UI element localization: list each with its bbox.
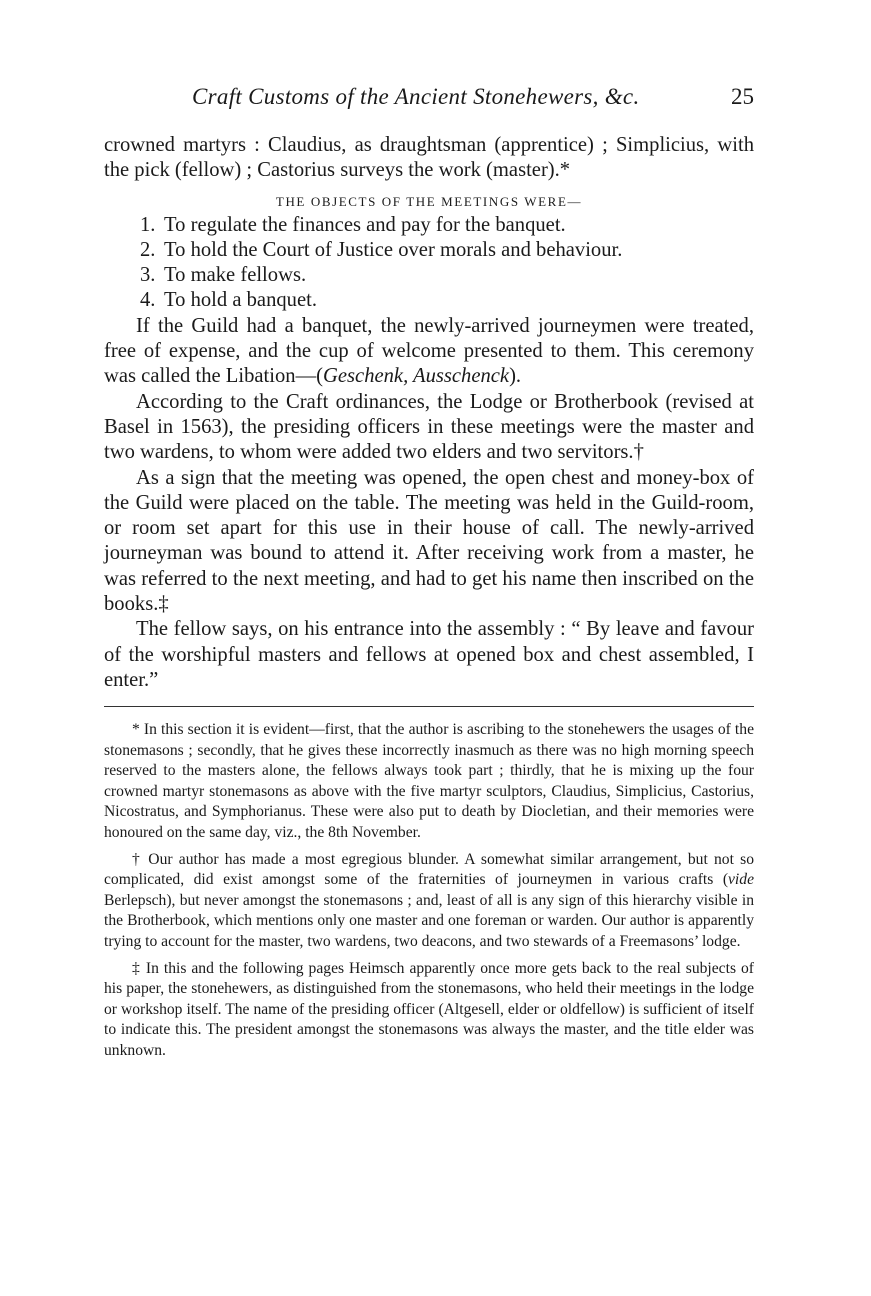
main-text xyxy=(104,133,754,693)
paragraph-meeting: As a sign that the meeting was opened, the open chest and money-box of the Guild were placed on the table. The meeting was held in the Guild-room, or room set apart for this use in their house of call. The newly-arrived journeyman was bound to attend it. After receiving work from a master, he was referred to the next meeting, and had to get his name then inscribed on the books.‡ xyxy=(104,466,754,616)
paragraph-continuation: crowned martyrs : Claudius, as draughtsman (apprentice) ; Simplicius, with the pick (fellow) ; Castorius surveys the work (master).* xyxy=(104,134,754,182)
page-header xyxy=(104,84,754,116)
banquet-text: If the Guild had a banquet, the newly-arrived journeymen were treated, free of expense, and the cup of welcome presented to them. This ceremony was called the Libation—( xyxy=(104,314,754,388)
footnote-dagger xyxy=(104,850,754,953)
footnote-star: * In this section it is evident—first, that the author is ascribing to the stonehewers the usages of the stonemasons ; secondly, that he gives these incorrectly inasmuch as there was no high morning speech reserved to the masters alone, the fellows always took part ; thirdly, that he is mixing up the four crowned martyr stonemasons as above with the five martyr sculptors, Claudius, Simplicius, Castorius, Nicostratus, and Symphorianus. These were also put to death by Diocletian, and their memories were honoured on the same day, viz., the 8th November. xyxy=(104,721,754,841)
list-text: To regulate the finances and pay for the banquet. xyxy=(164,213,566,236)
objects-heading: THE OBJECTS OF THE MEETINGS WERE— xyxy=(275,193,583,209)
banquet-text-end: ). xyxy=(509,365,522,388)
paragraph-banquet xyxy=(104,314,754,390)
list-number: 4. xyxy=(140,289,156,312)
list-number: 3. xyxy=(140,264,156,287)
list-number: 1. xyxy=(140,213,156,236)
paragraph-ordinances: According to the Craft ordinances, the Lodge or Brotherbook (revised at Basel in 1563), the presiding officers in these meetings were the master and two wardens, to whom were added two elders and two servitors.† xyxy=(104,390,754,464)
footnotes xyxy=(104,720,754,1068)
footnote-dagger-text-end: Berlepsch), but never amongst the stonemasons ; and, least of all is any sign of this hierarchy visible in the Brotherbook, which mentions only one master and one foreman or warden. Our author is apparently trying to account for the master, two wardens, two deacons, and two stewards of a Freemasons’ lodge. xyxy=(104,891,754,950)
running-title: Craft Customs of the Ancient Stonehewers, &c. xyxy=(192,84,640,109)
list-text: To make fellows. xyxy=(164,264,307,287)
list-item xyxy=(140,213,754,238)
list-item xyxy=(140,288,754,313)
list-item xyxy=(140,238,754,263)
footnote-dagger-text: † Our author has made a most egregious blunder. A somewhat similar arrangement, but not so complicated, did exist amongst some of the fraternities of journeymen in various crafts ( xyxy=(104,850,754,889)
page-number: 25 xyxy=(731,84,754,109)
paragraph-fellow: The fellow says, on his entrance into the assembly : “ By leave and favour of the worshipful masters and fellows at opened box and chest assembled, I enter.” xyxy=(104,618,754,691)
footnote-double-dagger: ‡ In this and the following pages Heimsch apparently once more gets back to the real subjects of his paper, the stonehewers, as distinguished from the stonemasons, who held their meetings in the lodge or workshop itself. The name of the presiding officer (Altgesell, elder or oldfellow) is sufficient of itself to indicate this. The president amongst the stonemasons was always the master, and the title elder was unknown. xyxy=(104,959,754,1059)
list-item xyxy=(140,263,754,288)
list-text: To hold the Court of Justice over morals and behaviour. xyxy=(164,238,623,261)
list-text: To hold a banquet. xyxy=(164,289,317,312)
libation-terms: Geschenk, Ausschenck xyxy=(323,365,510,388)
footnote-divider xyxy=(104,706,754,707)
objects-list xyxy=(104,213,754,314)
footnote-vide: vide xyxy=(728,871,754,889)
list-number: 2. xyxy=(140,238,156,261)
